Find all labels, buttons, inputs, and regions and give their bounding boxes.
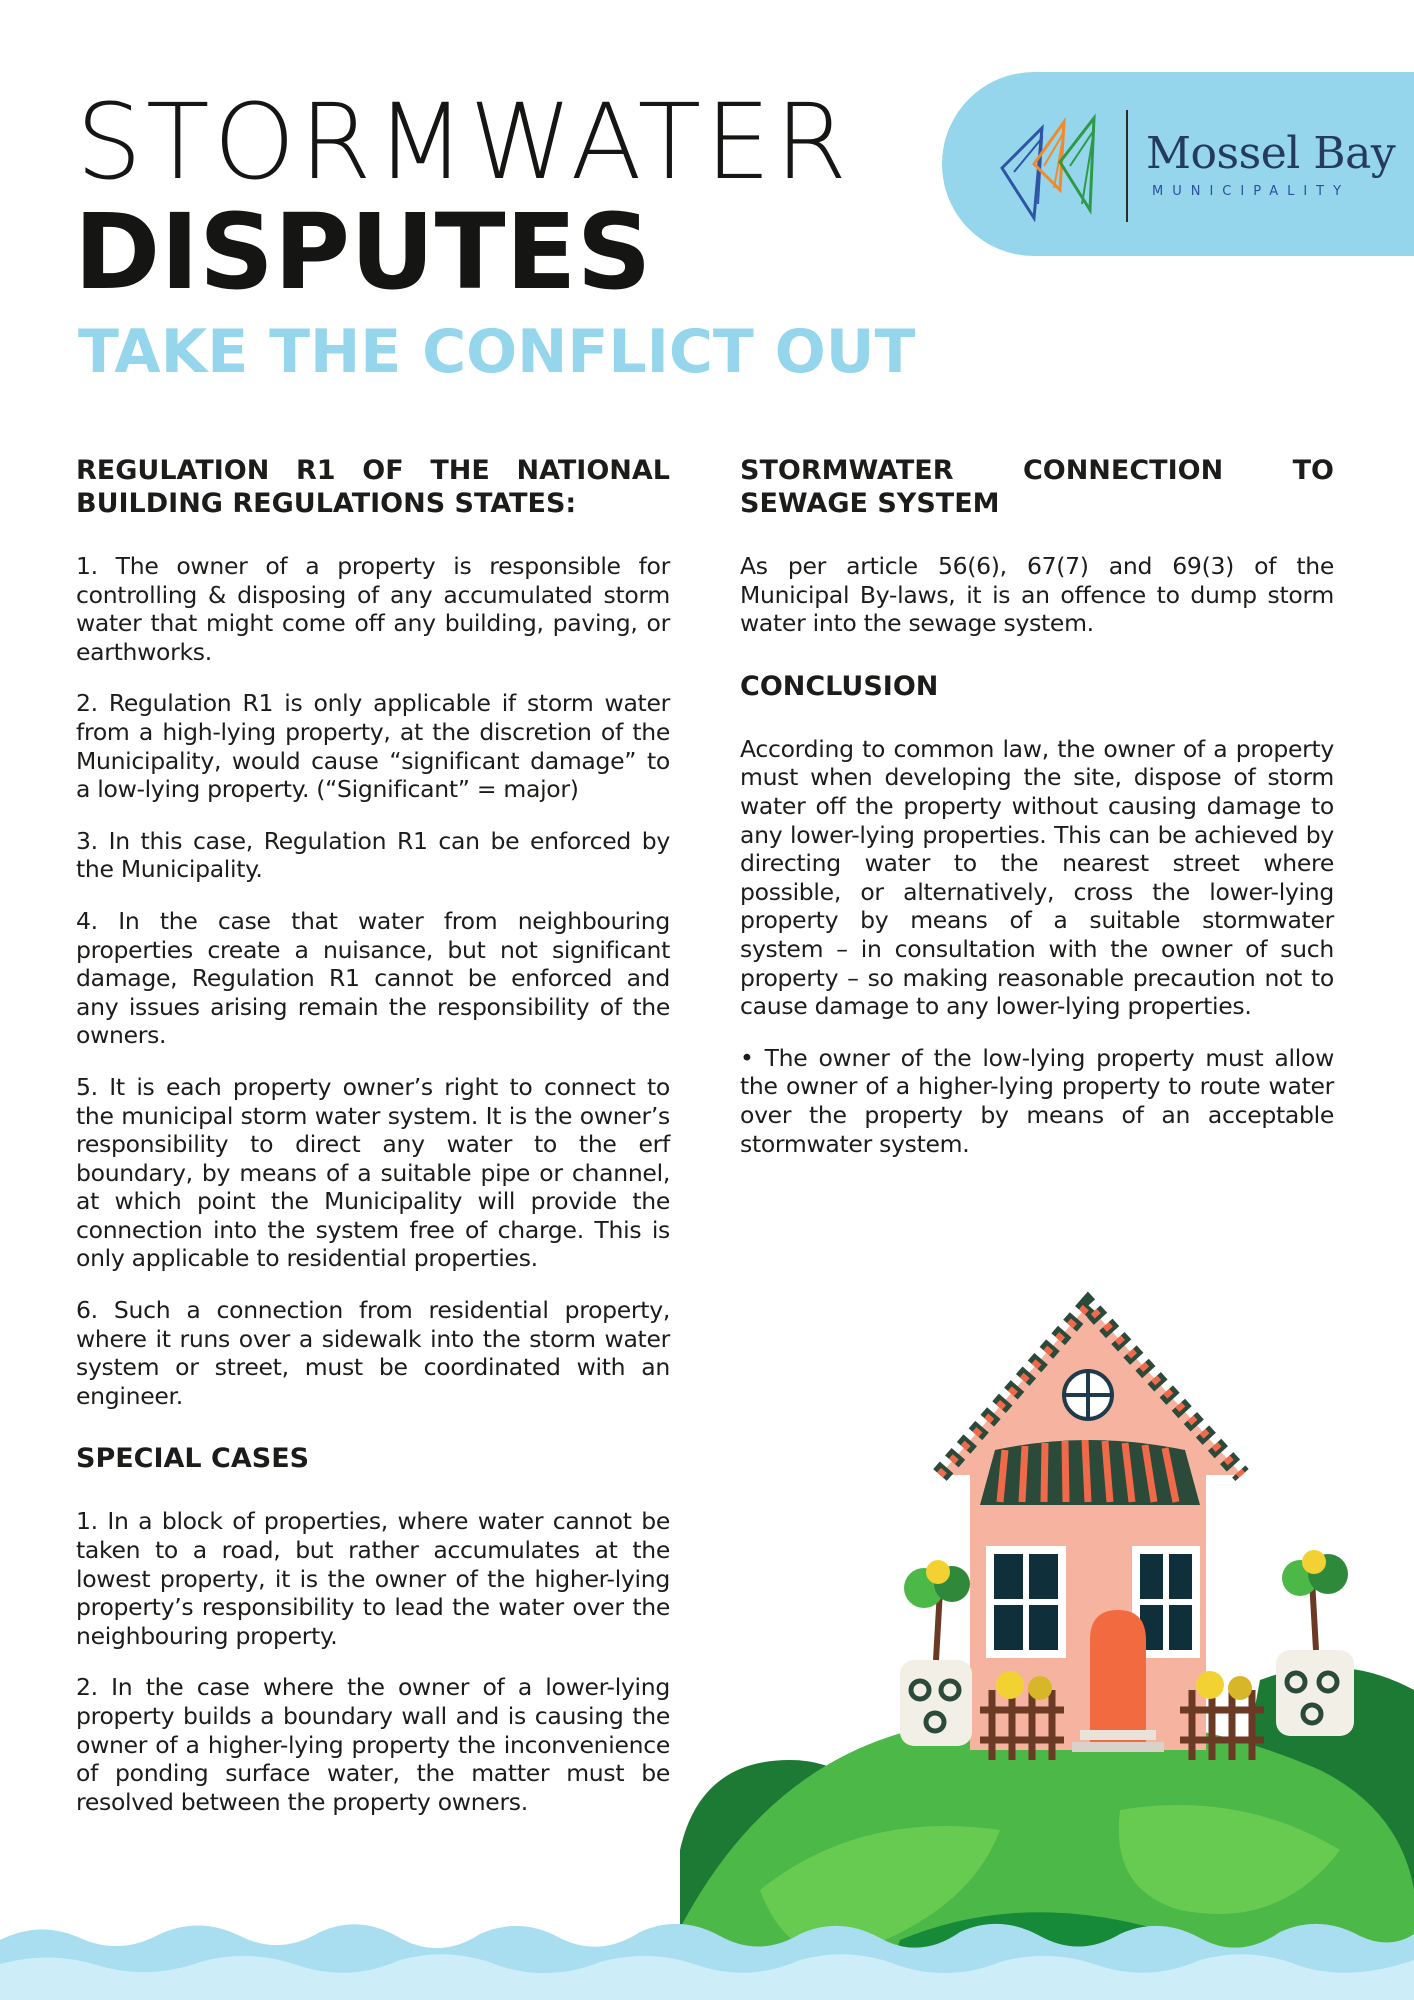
regulation-item-3: 3. In this case, Regulation R1 can be enforced by the Municipality.: [76, 826, 670, 884]
regulation-item-2: 2. Regulation R1 is only applicable if storm water from a high-lying property, at the discretion of the Municipality, would cause “significant damage” to a low-lying property. (“Significant” = major): [76, 689, 670, 804]
house-on-hill-illustration-icon: [640, 1290, 1414, 2000]
conclusion-bullet: • The owner of the low-lying property must allow the owner of a higher-lying property to route water over the property by means of an acceptable stormwater system.: [740, 1043, 1334, 1158]
regulation-item-4: 4. In the case that water from neighbouring properties create a nuisance, but not significant damage, Regulation R1 cannot be enforced and any issues arising remain the responsibility of the owners.: [76, 906, 670, 1050]
logo-subtitle: MUNICIPALITY: [1152, 184, 1351, 199]
conclusion-heading: CONCLUSION: [740, 670, 939, 702]
special-case-2: 2. In the case where the owner of a lower-lying property builds a boundary wall and is causing the owner of a higher-lying property the inconvenience of ponding surface water, the matter must be resolved between the property owners.: [76, 1673, 670, 1816]
subtitle: TAKE THE CONFLICT OUT: [78, 317, 916, 387]
logo-divider: [1126, 110, 1128, 222]
special-cases-heading: SPECIAL CASES: [76, 1443, 310, 1475]
left-column: [76, 454, 670, 1839]
regulation-item-1: 1. The owner of a property is responsible for controlling & disposing of any accumulated storm water that might come off any building, paving, or earthworks.: [76, 552, 670, 666]
sewage-heading: [740, 454, 1334, 520]
conclusion-text: According to common law, the owner of a property must when developing the site, dispose of storm water off the property without causing damage to any lower-lying properties. This can be achieved by directing water to the nearest street where possible, or alternatively, cross the lower-lying property by means of a suitable stormwater system – in consultation with the owner of such property – so making reasonable precaution not to cause damage to any lower-lying properties.: [740, 734, 1334, 1021]
title-line-2: DISPUTES: [74, 191, 652, 313]
regulation-heading-line-2: BUILDING REGULATIONS STATES:: [76, 488, 577, 519]
logo-name: Mossel Bay: [1146, 128, 1396, 179]
right-column: [740, 454, 1334, 1181]
regulation-item-6: 6. Such a connection from residential property, where it runs over a sidewalk into the storm water system or street, must be coordinated with an engineer.: [76, 1296, 670, 1410]
mossel-bay-logo-icon: [994, 108, 1104, 224]
title-line-1: STORMWATER: [76, 81, 852, 203]
special-case-1: 1. In a block of properties, where water cannot be taken to a road, but rather accumulates at the lowest property, it is the owner of the higher-lying property’s responsibility to lead the water over the neighbouring property.: [76, 1507, 670, 1650]
logo-banner: [942, 72, 1414, 256]
sewage-heading-line-2: SEWAGE SYSTEM: [740, 488, 1000, 519]
water-waves-illustration-icon: [0, 1920, 1414, 2000]
regulation-heading-line-1: REGULATION R1 OF THE NATIONAL: [76, 455, 670, 486]
regulation-item-5: 5. It is each property owner’s right to connect to the municipal storm water system. It is the owner’s responsibility to direct any water to the erf boundary, by means of a suitable pipe or channel, at which point the Municipality will provide the connection into the system free of charge. This is only applicable to residential properties.: [76, 1072, 670, 1273]
sewage-heading-line-1: STORMWATER CONNECTION TO: [740, 455, 1334, 486]
regulation-heading: [76, 454, 670, 520]
sewage-text: As per article 56(6), 67(7) and 69(3) of the Municipal By-laws, it is an offence to dump storm water into the sewage system.: [740, 552, 1334, 638]
